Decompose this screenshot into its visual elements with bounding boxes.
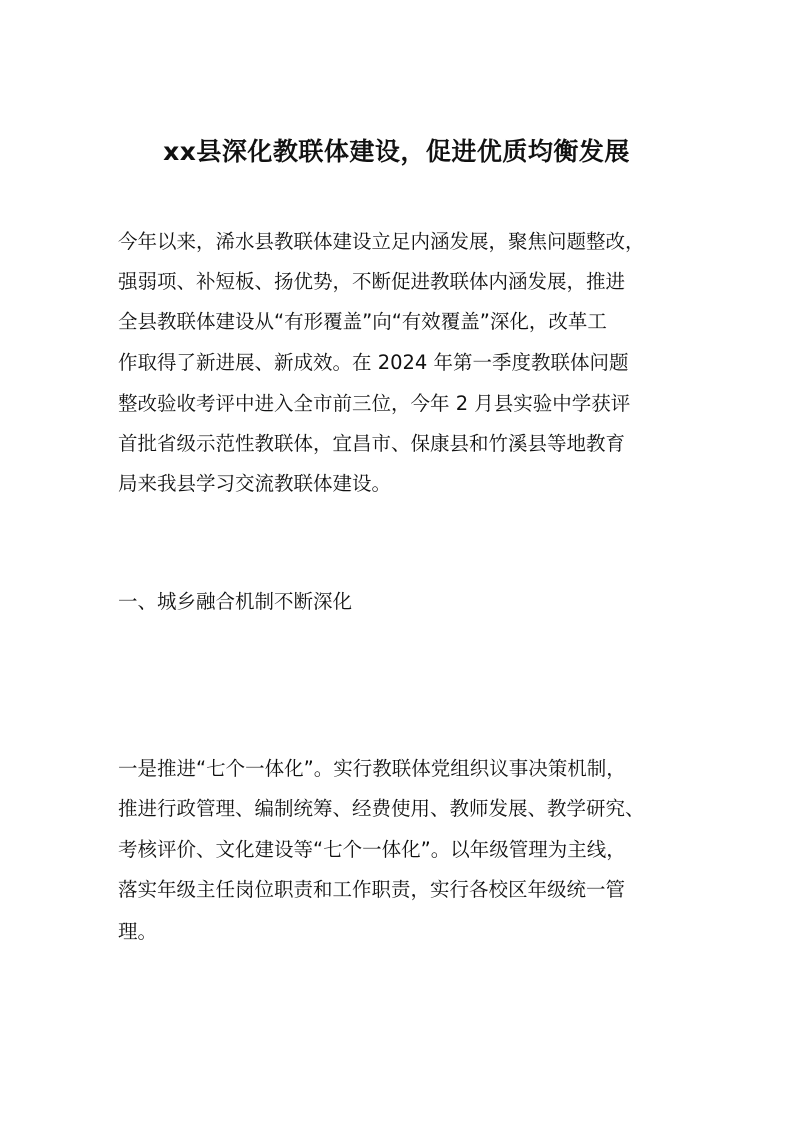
document-title: xx县深化教联体建设，促进优质均衡发展 <box>163 137 630 166</box>
section-heading: 一、城乡融合机制不断深化 <box>118 590 353 613</box>
text-line: 理。 <box>118 920 158 943</box>
text-line: 局来我县学习交流教联体建设。 <box>118 472 392 495</box>
text-line: 今年以来，浠水县教联体建设立足内涵发展，聚焦问题整改， <box>118 230 645 253</box>
text-line: 全县教联体建设从“有形覆盖”向“有效覆盖”深化，改革工 <box>118 310 607 333</box>
text-line: 整改验收考评中进入全市前三位，今年 2 月县实验中学获评 <box>118 392 631 415</box>
text-line: 首批省级示范性教联体，宜昌市、保康县和竹溪县等地教育 <box>118 432 626 455</box>
text-line: 推进行政管理、编制统筹、经费使用、教师发展、教学研究、 <box>118 797 645 820</box>
text-line: 作取得了新进展、新成效。在 2024 年第一季度教联体问题 <box>118 351 629 374</box>
text-line: 落实年级主任岗位职责和工作职责，实行各校区年级统一管 <box>118 878 626 901</box>
text-line: 一是推进“七个一体化”。实行教联体党组织议事决策机制， <box>118 757 626 780</box>
text-line: 强弱项、补短板、扬优势，不断促进教联体内涵发展，推进 <box>118 270 626 293</box>
text-line: 考核评价、文化建设等“七个一体化”。以年级管理为主线， <box>118 838 626 861</box>
